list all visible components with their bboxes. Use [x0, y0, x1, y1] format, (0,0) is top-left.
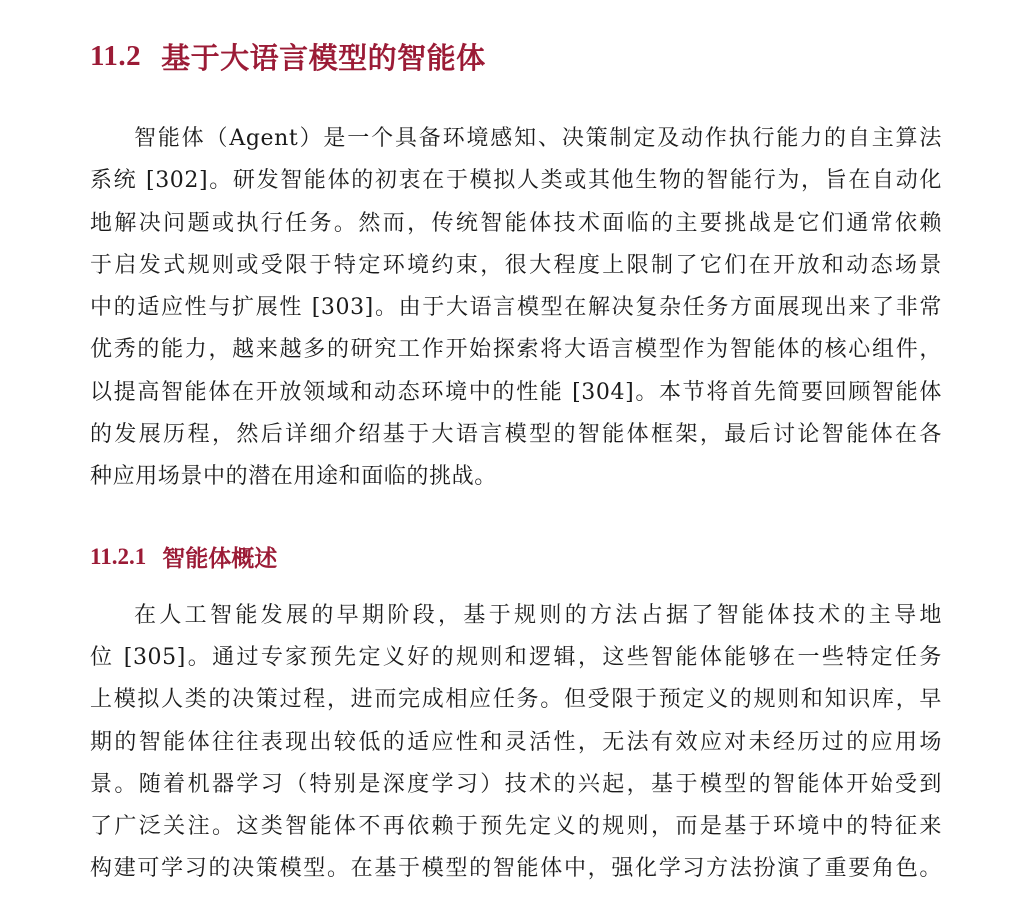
spacer: [90, 82, 942, 118]
paragraph-line: 期的智能体往往表现出较低的适应性和灵活性，无法有效应对未经历过的应用场: [90, 729, 942, 755]
paragraph-line: 位 [305]。通过专家预先定义好的规则和逻辑，这些智能体能够在一些特定任务: [90, 644, 942, 670]
document-page: [90, 30, 942, 891]
paragraph-line: 系统 [302]。研发智能体的初衷在于模拟人类或其他生物的智能行为，旨在自动化: [90, 168, 942, 194]
paragraph-line: 种应用场景中的潜在用途和面临的挑战。: [90, 464, 497, 490]
subsection-title: 智能体概述: [162, 545, 278, 573]
section-number: 11.2: [90, 39, 142, 72]
paragraph-intro: [90, 118, 942, 499]
paragraph-line: 景。随着机器学习（特别是深度学习）技术的兴起，基于模型的智能体开始受到: [90, 771, 942, 797]
paragraph-line: 以提高智能体在开放领域和动态环境中的性能 [304]。本节将首先简要回顾智能体: [90, 379, 942, 405]
subsection-heading: [90, 537, 942, 577]
spacer: [90, 577, 942, 595]
paragraph-line: 上模拟人类的决策过程，进而完成相应任务。但受限于预定义的规则和知识库，早: [90, 687, 942, 713]
paragraph-line: 中的适应性与扩展性 [303]。由于大语言模型在解决复杂任务方面展现出来了非常: [90, 295, 942, 321]
paragraph-overview: [90, 595, 942, 891]
section-heading: [90, 30, 942, 82]
paragraph-line: 在人工智能发展的早期阶段，基于规则的方法占据了智能体技术的主导地: [134, 602, 942, 628]
paragraph-line: 于启发式规则或受限于特定环境约束，很大程度上限制了它们在开放和动态场景: [90, 252, 942, 278]
section-title: 基于大语言模型的智能体: [161, 40, 486, 75]
paragraph-line: 地解决问题或执行任务。然而，传统智能体技术面临的主要挑战是它们通常依赖: [90, 210, 942, 236]
paragraph-line: 构建可学习的决策模型。在基于模型的智能体中，强化学习方法扮演了重要角色。: [90, 856, 942, 882]
paragraph-line: 智能体（Agent）是一个具备环境感知、决策制定及动作执行能力的自主算法: [134, 126, 942, 151]
paragraph-line: 的发展历程，然后详细介绍基于大语言模型的智能体框架，最后讨论智能体在各: [90, 422, 942, 448]
spacer: [90, 499, 942, 537]
paragraph-line: 优秀的能力，越来越多的研究工作开始探索将大语言模型作为智能体的核心组件，: [90, 337, 942, 363]
paragraph-line: 了广泛关注。这类智能体不再依赖于预先定义的规则，而是基于环境中的特征来: [90, 814, 942, 840]
subsection-number: 11.2.1: [90, 543, 147, 569]
